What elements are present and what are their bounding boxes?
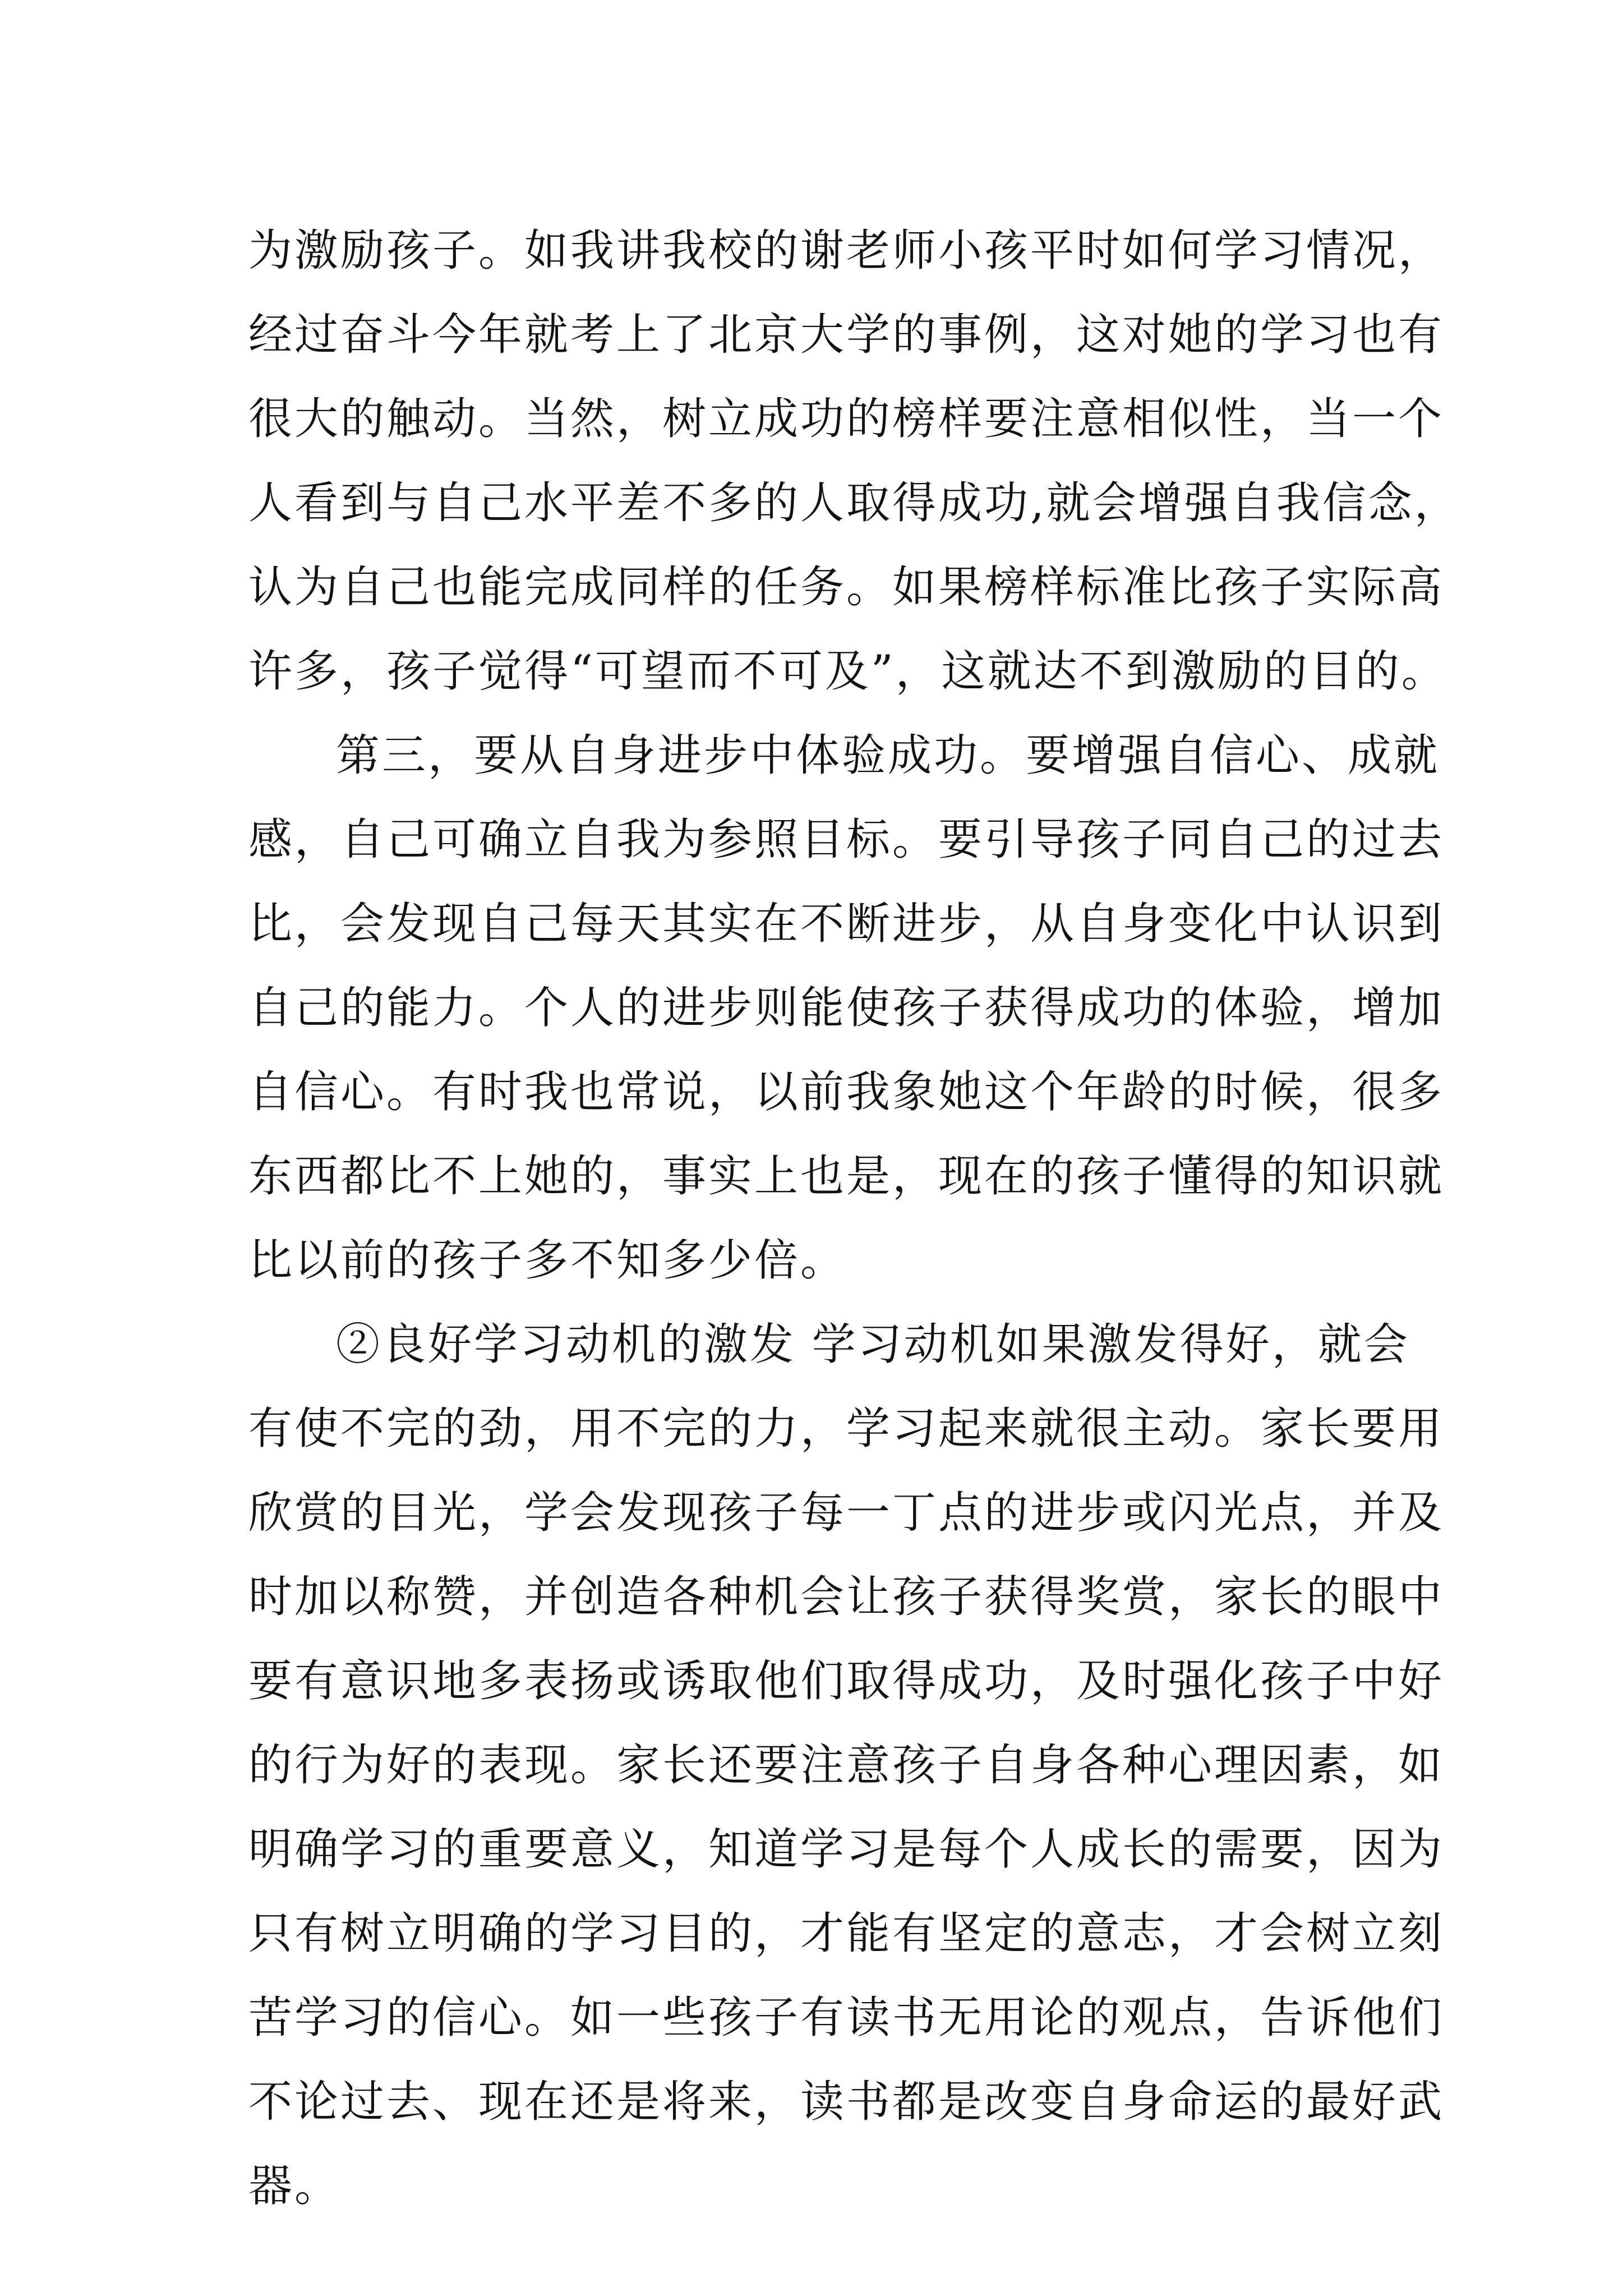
text-line: 欣赏的目光，学会发现孩子每一丁点的进步或闪光点，并及 [248,1488,1445,1538]
text-line: 的行为好的表现。家长还要注意孩子自身各种心理因素，如 [248,1740,1445,1791]
text-line: 自信心。有时我也常说，以前我象她这个年龄的时候，很多 [248,1067,1445,1117]
text-line: 东西都比不上她的，事实上也是，现在的孩子懂得的知识就 [248,1151,1445,1202]
body-text [248,209,1460,2228]
paragraph-3 [248,1303,1445,2228]
text-line: 明确学习的重要意义，知道学习是每个人成长的需要，因为 [248,1824,1445,1875]
text-line: 为激励孩子。如我讲我校的谢老师小孩平时如何学习情况， [248,226,1445,276]
text-line: 时加以称赞，并创造各种机会让孩子获得奖赏，家长的眼中 [248,1572,1445,1622]
text-line: 很大的触动。当然，树立成功的榜样要注意相似性，当一个 [248,394,1445,444]
text-line: 比以前的孩子多不知多少倍。 [248,1235,847,1286]
text-line: 认为自己也能完成同样的任务。如果榜样标准比孩子实际高 [248,562,1445,613]
text-line: 苦学习的信心。如一些孩子有读书无用论的观点，告诉他们 [248,1993,1445,2043]
text-line: 有使不完的劲，用不完的力，学习起来就很主动。家长要用 [248,1404,1445,1454]
text-line: 比，会发现自己每天其实在不断进步，从自身变化中认识到 [248,899,1445,949]
text-line: 只有树立明确的学习目的，才能有坚定的意志，才会树立刻 [248,1908,1445,1959]
text-line: 人看到与自己水平差不多的人取得成功,就会增强自我信念， [248,478,1460,528]
text-line: ②良好学习动机的激发 学习动机如果激发得好，就会 [336,1319,1410,1370]
text-line: 自己的能力。个人的进步则能使孩子获得成功的体验，增加 [248,983,1445,1033]
text-line: 许多，孩子觉得“可望而不可及”，这就达不到激励的目的。 [248,646,1447,697]
text-line: 器。 [248,2161,341,2211]
paragraph-1 [248,209,1460,714]
text-line: 不论过去、现在还是将来，读书都是改变自身命运的最好武 [248,2077,1445,2127]
paragraph-2 [248,714,1445,1303]
text-line: 第三，要从自身进步中体验成功。要增强自信心、成就 [336,730,1440,781]
text-line: 经过奋斗今年就考上了北京大学的事例，这对她的学习也有 [248,310,1445,360]
text-line: 要有意识地多表扬或诱取他们取得成功，及时强化孩子中好 [248,1656,1445,1706]
text-line: 感，自己可确立自我为参照目标。要引导孩子同自己的过去 [248,815,1445,865]
